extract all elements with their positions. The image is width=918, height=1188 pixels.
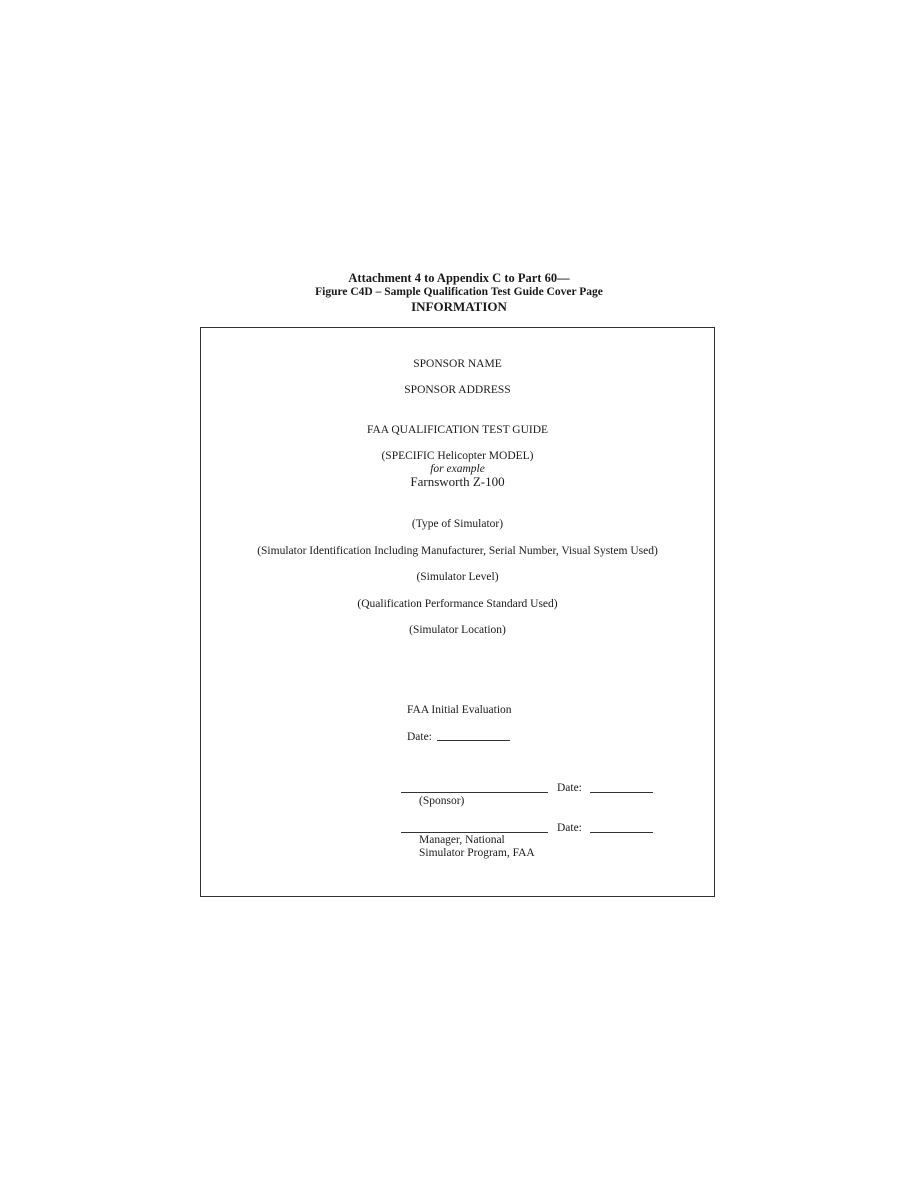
sponsor-caption: (Sponsor): [419, 795, 465, 807]
figure-caption: Figure C4D – Sample Qualification Test Guide Cover Page: [315, 286, 603, 298]
evaluation-date-line: [437, 740, 510, 741]
for-example-text: for example: [430, 463, 485, 475]
manager-caption-line2: Simulator Program, FAA: [419, 847, 535, 859]
cover-page-frame: [200, 327, 715, 897]
simulator-identification: (Simulator Identification Including Manufacturer, Serial Number, Visual System Used): [257, 545, 658, 557]
simulator-level: (Simulator Level): [416, 571, 499, 583]
sponsor-signature-line: [401, 792, 548, 793]
guide-title: FAA QUALIFICATION TEST GUIDE: [366, 424, 549, 436]
initial-evaluation-title: FAA Initial Evaluation: [407, 704, 512, 716]
simulator-location: (Simulator Location): [409, 624, 506, 636]
sponsor-date-line: [590, 792, 653, 793]
evaluation-date-label: Date:: [407, 731, 432, 743]
sponsor-name: SPONSOR NAME: [413, 358, 502, 370]
information-heading: INFORMATION: [411, 299, 507, 314]
example-model: Farnsworth Z-100: [410, 474, 505, 489]
helicopter-model: (SPECIFIC Helicopter MODEL): [381, 450, 534, 462]
simulator-type: (Type of Simulator): [411, 518, 504, 530]
attachment-heading: Attachment 4 to Appendix C to Part 60—: [348, 271, 570, 285]
manager-caption-line1: Manager, National: [419, 834, 505, 846]
manager-date-line: [590, 832, 653, 833]
manager-date-label: Date:: [557, 822, 582, 834]
sponsor-date-label: Date:: [557, 782, 582, 794]
sponsor-address: SPONSOR ADDRESS: [404, 384, 511, 396]
qualification-standard: (Qualification Performance Standard Used): [357, 598, 558, 610]
